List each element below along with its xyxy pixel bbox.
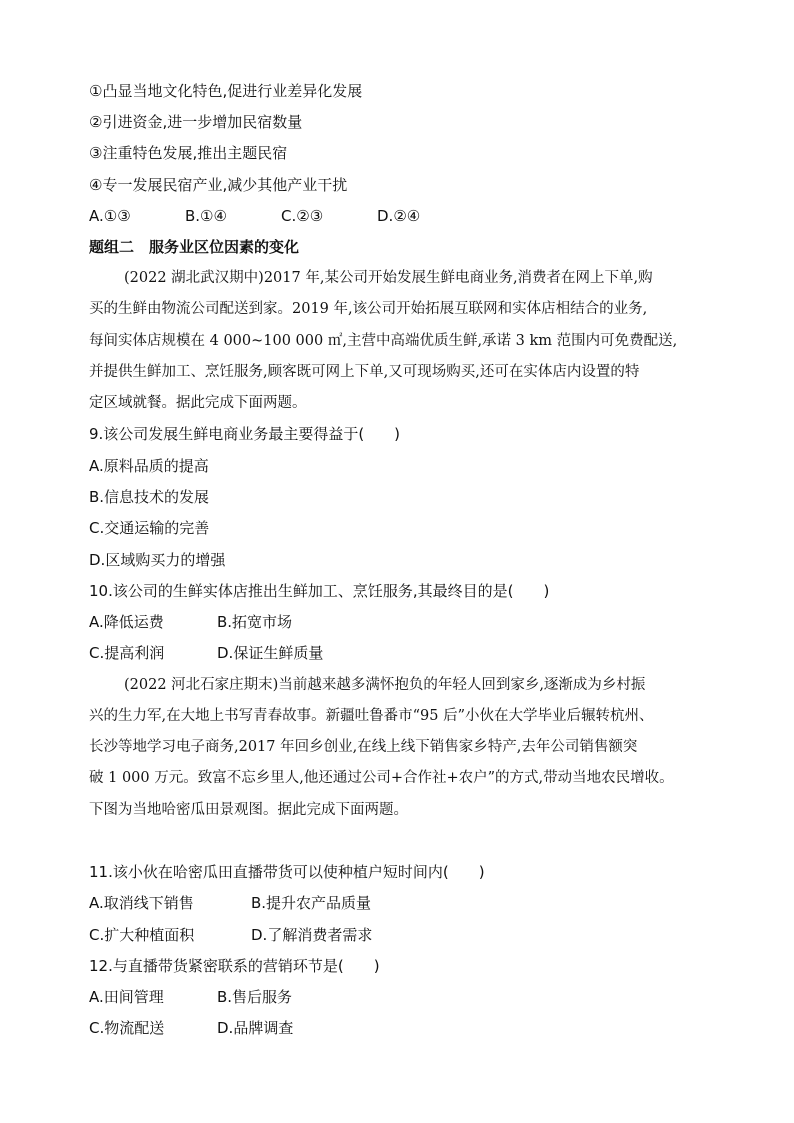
passage2-line-5: 下图为当地哈密瓜田景观图。据此完成下面两题。 <box>89 802 408 818</box>
q9-option-b: B.信息技术的发展 <box>89 488 210 506</box>
q11-options-row-1 <box>89 892 371 914</box>
q8-statement-2: ②引进资金,进一步增加民宿数量 <box>89 113 303 131</box>
q8-statement-1: ①凸显当地文化特色,促进行业差异化发展 <box>89 82 363 100</box>
q10-option-a: A.降低运费 <box>89 613 164 631</box>
passage2-line-1: (2022 河北石家庄期末)当前越来越多满怀抱负的年轻人回到家乡,逐渐成为乡村振 <box>124 677 646 693</box>
passage1-line-2: 买的生鲜由物流公司配送到家。2019 年,该公司开始拓展互联网和实体店相结合的业务, <box>89 301 648 317</box>
q11-option-b: B.提升农产品质量 <box>251 894 372 912</box>
passage1-line-5: 定区域就餐。据此完成下面两题。 <box>89 395 307 411</box>
q12-option-d: D.品牌调查 <box>217 1019 294 1037</box>
section-heading: 题组二 服务业区位因素的变化 <box>89 238 300 256</box>
q11-option-a: A.取消线下销售 <box>89 894 194 912</box>
passage2-line-3: 长沙等地学习电子商务,2017 年回乡创业,在线上线下销售家乡特产,去年公司销售额突 <box>89 739 638 755</box>
q8-option-d: D.②④ <box>377 207 421 225</box>
q8-options <box>89 205 420 227</box>
q12-options-row-1 <box>89 986 292 1008</box>
q10-option-c: C.提高利润 <box>89 644 165 662</box>
q11-options-row-2 <box>89 924 372 946</box>
q12-option-b: B.售后服务 <box>217 988 293 1006</box>
q8-statement-4: ④专一发展民宿产业,减少其他产业干扰 <box>89 176 348 194</box>
passage1-line-4: 并提供生鲜加工、烹饪服务,顾客既可网上下单,又可现场购买,还可在实体店内设置的特 <box>89 364 640 380</box>
q10-option-d: D.保证生鲜质量 <box>217 644 324 662</box>
q10-options-row-2 <box>89 642 323 664</box>
passage1-line-1: (2022 湖北武汉期中)2017 年,某公司开始发展生鲜电商业务,消费者在网上下单,购 <box>124 270 653 286</box>
q12-stem: 12.与直播带货紧密联系的营销环节是( ) <box>89 957 380 975</box>
q11-option-d: D.了解消费者需求 <box>251 926 373 944</box>
q10-stem: 10.该公司的生鲜实体店推出生鲜加工、烹饪服务,其最终目的是( ) <box>89 582 550 600</box>
q11-stem: 11.该小伙在哈密瓜田直播带货可以使种植户短时间内( ) <box>89 863 485 881</box>
q12-options-row-2 <box>89 1017 293 1039</box>
q8-option-a: A.①③ <box>89 207 131 225</box>
q11-option-c: C.扩大种植面积 <box>89 926 195 944</box>
passage2-line-2: 兴的生力军,在大地上书写青春故事。新疆吐鲁番市“95 后”小伙在大学毕业后辗转杭州、 <box>89 708 654 724</box>
q12-option-a: A.田间管理 <box>89 988 164 1006</box>
passage2-line-4: 破 1 000 万元。致富不忘乡里人,他还通过公司+合作社+农户”的方式,带动当地农民增收。 <box>89 770 674 786</box>
q9-option-c: C.交通运输的完善 <box>89 519 210 537</box>
q9-option-a: A.原料品质的提高 <box>89 457 209 475</box>
q10-options-row-1 <box>89 611 292 633</box>
q8-statement-3: ③注重特色发展,推出主题民宿 <box>89 144 288 162</box>
passage1-line-3: 每间实体店规模在 4 000~100 000 ㎡,主营中高端优质生鲜,承诺 3 km 范围内可免费配送, <box>89 333 678 349</box>
q8-option-b: B.①④ <box>185 207 227 225</box>
q10-option-b: B.拓宽市场 <box>217 613 293 631</box>
q9-stem: 9.该公司发展生鲜电商业务最主要得益于( ) <box>89 425 401 443</box>
q9-option-d: D.区域购买力的增强 <box>89 551 226 569</box>
q8-option-c: C.②③ <box>281 207 324 225</box>
q12-option-c: C.物流配送 <box>89 1019 165 1037</box>
